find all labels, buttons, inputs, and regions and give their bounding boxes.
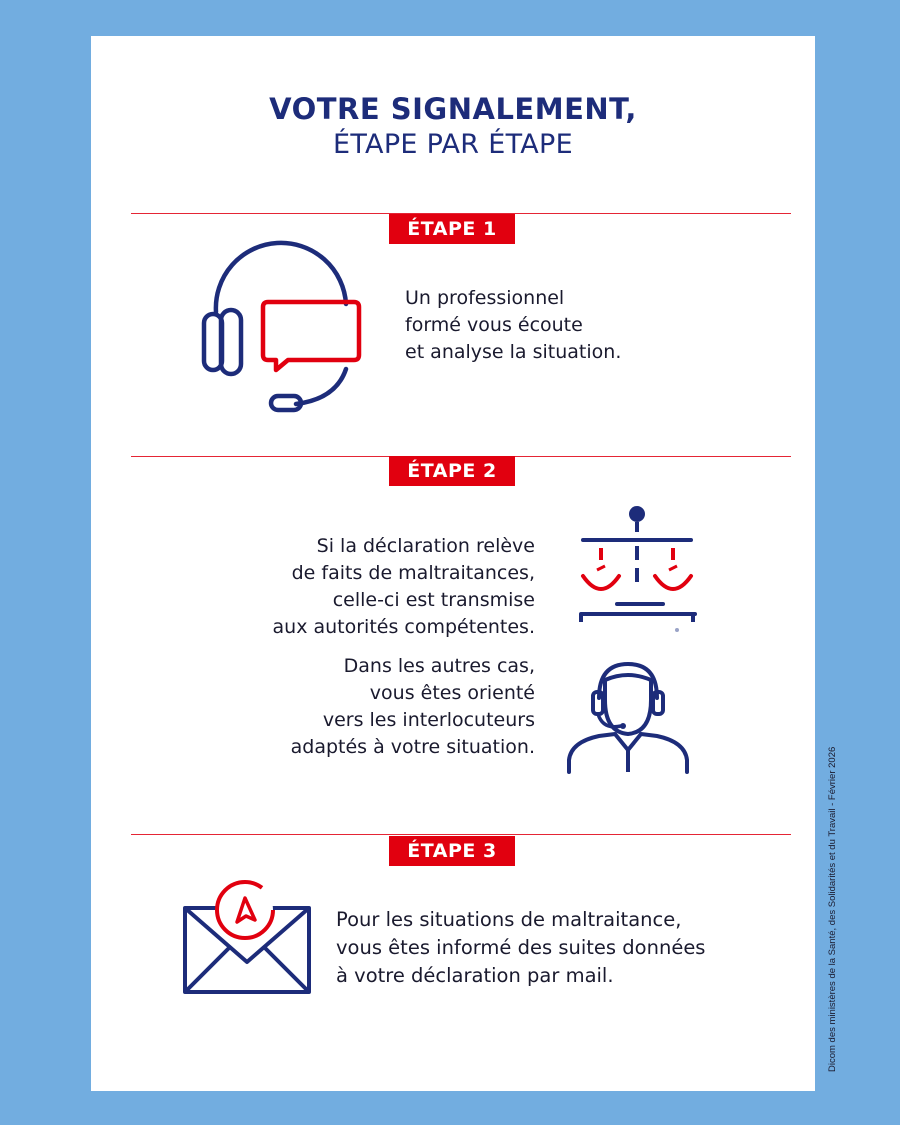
call-center-agent-icon (565, 650, 690, 775)
scales-icon (573, 504, 703, 636)
step-3-line-1: Pour les situations de maltraitance, (336, 908, 682, 931)
credit-text: Dicom des ministères de la Santé, des Solidarités et du Travail - Février 2026 (827, 746, 838, 1072)
page-title (91, 91, 815, 163)
title-line-1: VOTRE SIGNALEMENT, (269, 92, 637, 126)
step-2-p2-line-1: Dans les autres cas, (343, 655, 535, 677)
step-2-p1-line-3: celle-ci est transmise (332, 589, 535, 611)
step-2-paragraph-1 (273, 533, 535, 641)
step-1-text (405, 285, 621, 366)
step-1-line-1: Un professionnel (405, 287, 565, 309)
step-3-text (336, 906, 705, 990)
step-2-p2-line-3: vers les interlocuteurs (322, 709, 535, 731)
mail-send-icon (179, 878, 314, 996)
step-2-p2-line-4: adaptés à votre situation. (290, 736, 535, 758)
step-2-paragraph-2 (291, 653, 535, 761)
step-1-badge: ÉTAPE 1 (389, 214, 515, 244)
step-3-line-2: vous êtes informé des suites données (336, 936, 706, 959)
step-2-p1-line-1: Si la déclaration relève (316, 535, 535, 557)
step-3-badge: ÉTAPE 3 (389, 836, 515, 866)
step-1-line-2: formé vous écoute (405, 314, 583, 336)
title-line-2: ÉTAPE PAR ÉTAPE (333, 129, 573, 160)
step-2-p1-line-2: de faits de maltraitances, (291, 562, 535, 584)
step-3-divider (131, 834, 791, 835)
step-2-badge: ÉTAPE 2 (389, 456, 515, 486)
step-2-p1-line-4: aux autorités compétentes. (272, 616, 535, 638)
poster-card (91, 36, 815, 1091)
step-3-line-3: à votre déclaration par mail. (336, 964, 614, 987)
step-2-p2-line-2: vous êtes orienté (369, 682, 535, 704)
step-1-line-3: et analyse la situation. (405, 341, 622, 363)
headset-chat-icon (196, 254, 371, 414)
